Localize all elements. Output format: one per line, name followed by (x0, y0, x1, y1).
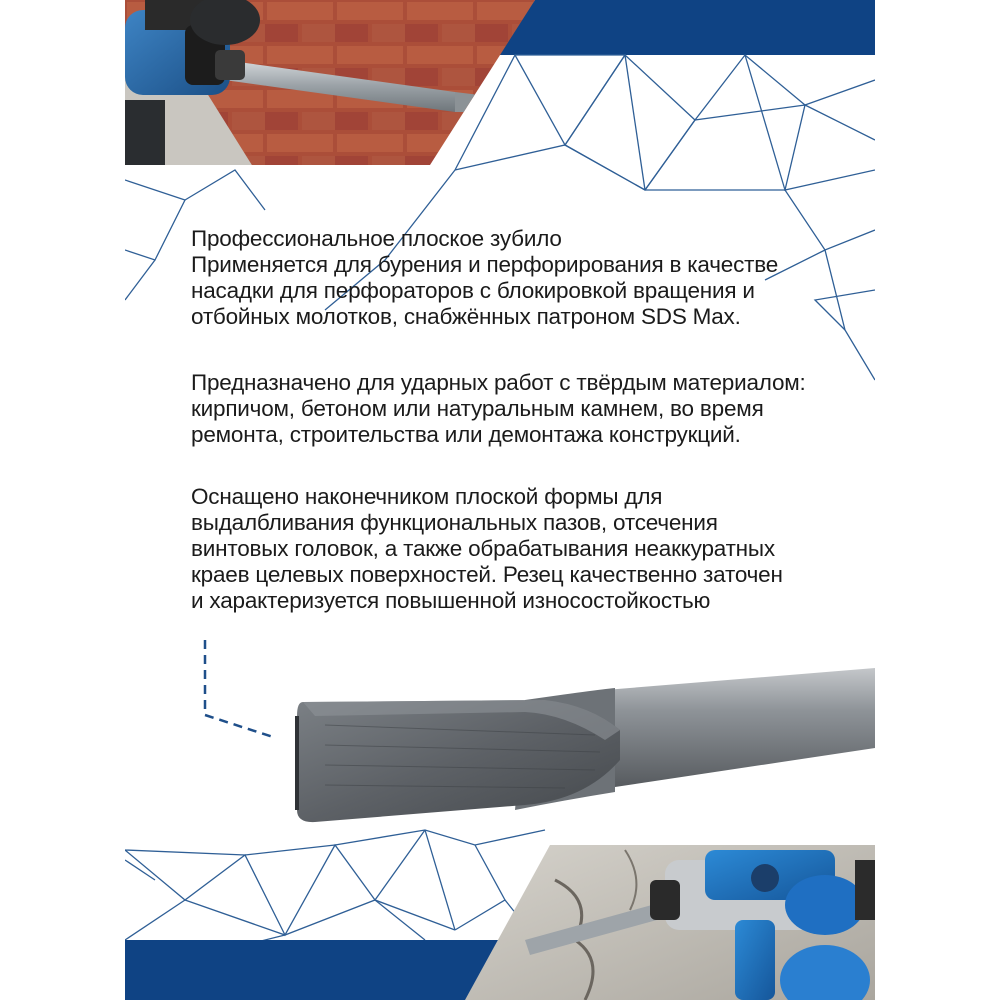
paragraph-line: Предназначено для ударных работ с твёрдым материалом: (191, 370, 806, 395)
paragraph-line: краев целевых поверхностей. Резец качественно заточен (191, 562, 783, 587)
paragraph-line: насадки для перфораторов с блокировкой вращения и (191, 278, 755, 303)
description-paragraph-1 (191, 226, 831, 330)
description-paragraph-2 (191, 370, 831, 448)
paragraph-line: винтовых головок, а также обрабатывания неаккуратных (191, 536, 775, 561)
paragraph-line: отбойных молотков, снабжённых патроном SDS Max. (191, 304, 741, 329)
paragraph-line: Оснащено наконечником плоской формы для (191, 484, 663, 509)
paragraph-line: Применяется для бурения и перфорирования в качестве (191, 252, 779, 277)
description-paragraph-3 (191, 484, 831, 614)
paragraph-line: Профессиональное плоское зубило (191, 226, 562, 251)
paragraph-line: выдалбливания функциональных пазов, отсечения (191, 510, 718, 535)
product-card (125, 0, 875, 1000)
paragraph-line: кирпичом, бетоном или натуральным камнем, во время (191, 396, 764, 421)
paragraph-line: и характеризуется повышенной износостойкостью (191, 588, 711, 613)
paragraph-line: ремонта, строительства или демонтажа конструкций. (191, 422, 741, 447)
